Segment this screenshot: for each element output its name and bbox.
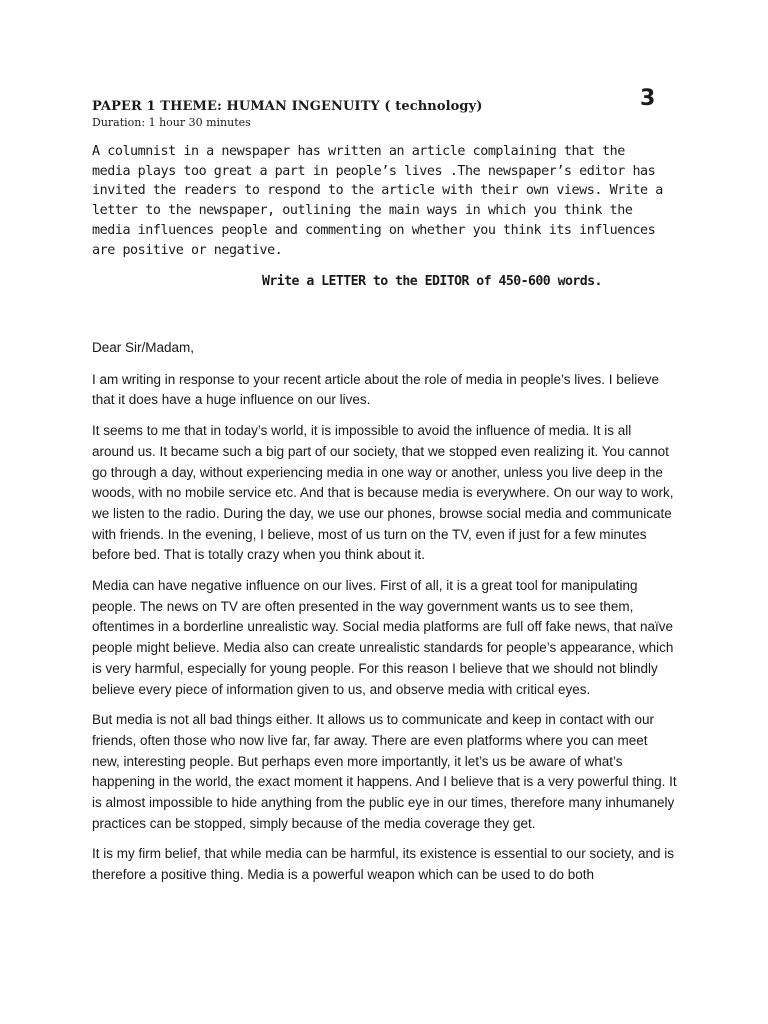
letter-body: [92, 338, 677, 896]
letter-salutation: Dear Sir/Madam,: [92, 340, 195, 355]
letter-paragraph: It seems to me that in today’s world, it is impossible to avoid the influence of media. It is all around us. It became such a big part of our society, that we stopped even realizing it. You cannot go through a day, without experiencing media in one way or another, unless you live deep in the woods, with no mobile service etc. And that is because media is everywhere. On our way to work, we listen to the radio. During the day, we use our phones, browse social media and communicate with friends. In the evening, I believe, most of us turn on the TV, even if just for a few minutes before bed. That is totally crazy when you think about it.: [92, 423, 674, 563]
letter-paragraph: But media is not all bad things either. It allows us to communicate and keep in contact with our friends, often those who now live far, far away. There are even platforms where you can meet new, interesting people. But perhaps even more importantly, it let’s us be aware of what’s happening in the world, the exact moment it happens. And I believe that is a very powerful thing. It is almost impossible to hide anything from the public eye in our times, therefore many inhumanely practices can be stopped, simply because of the media coverage they get.: [92, 712, 677, 831]
writing-instruction: Write a LETTER to the EDITOR of 450-600 words.: [262, 274, 602, 289]
letter-paragraph: It is my firm belief, that while media can be harmful, its existence is essential to our society, and is therefore a positive thing. Media is a powerful weapon which can be used to do both: [92, 846, 674, 883]
writing-prompt: A columnist in a newspaper has written an article complaining that the media plays too great a part in people’s lives .The newspaper’s editor has invited the readers to respond to the article with their own views. Write a letter to the newspaper, outlining the main ways in which you think the media influences people and commenting on whether you think its influences are positive or negative.: [92, 144, 663, 258]
letter-paragraph: I am writing in response to your recent article about the role of media in people’s lives. I believe that it does have a huge influence on our lives.: [92, 371, 660, 408]
header: [92, 95, 662, 114]
paper-title: PAPER 1 THEME: HUMAN INGENUITY ( technology): [92, 99, 483, 114]
letter-paragraph: Media can have negative influence on our lives. First of all, it is a great tool for manipulating people. The news on TV are often presented in the way government wants us to see them, oftentimes in a borderline unrealistic way. Social media platforms are full off fake news, that naïve people might believe. Media also can create unrealistic standards for people’s appearance, which is very harmful, especially for young people. For this reason I believe that we should not blindly believe every piece of information given to us, and observe media with critical eyes.: [92, 578, 674, 697]
duration-text: Duration: 1 hour 30 minutes: [92, 116, 251, 129]
page-number: 3: [640, 86, 656, 111]
